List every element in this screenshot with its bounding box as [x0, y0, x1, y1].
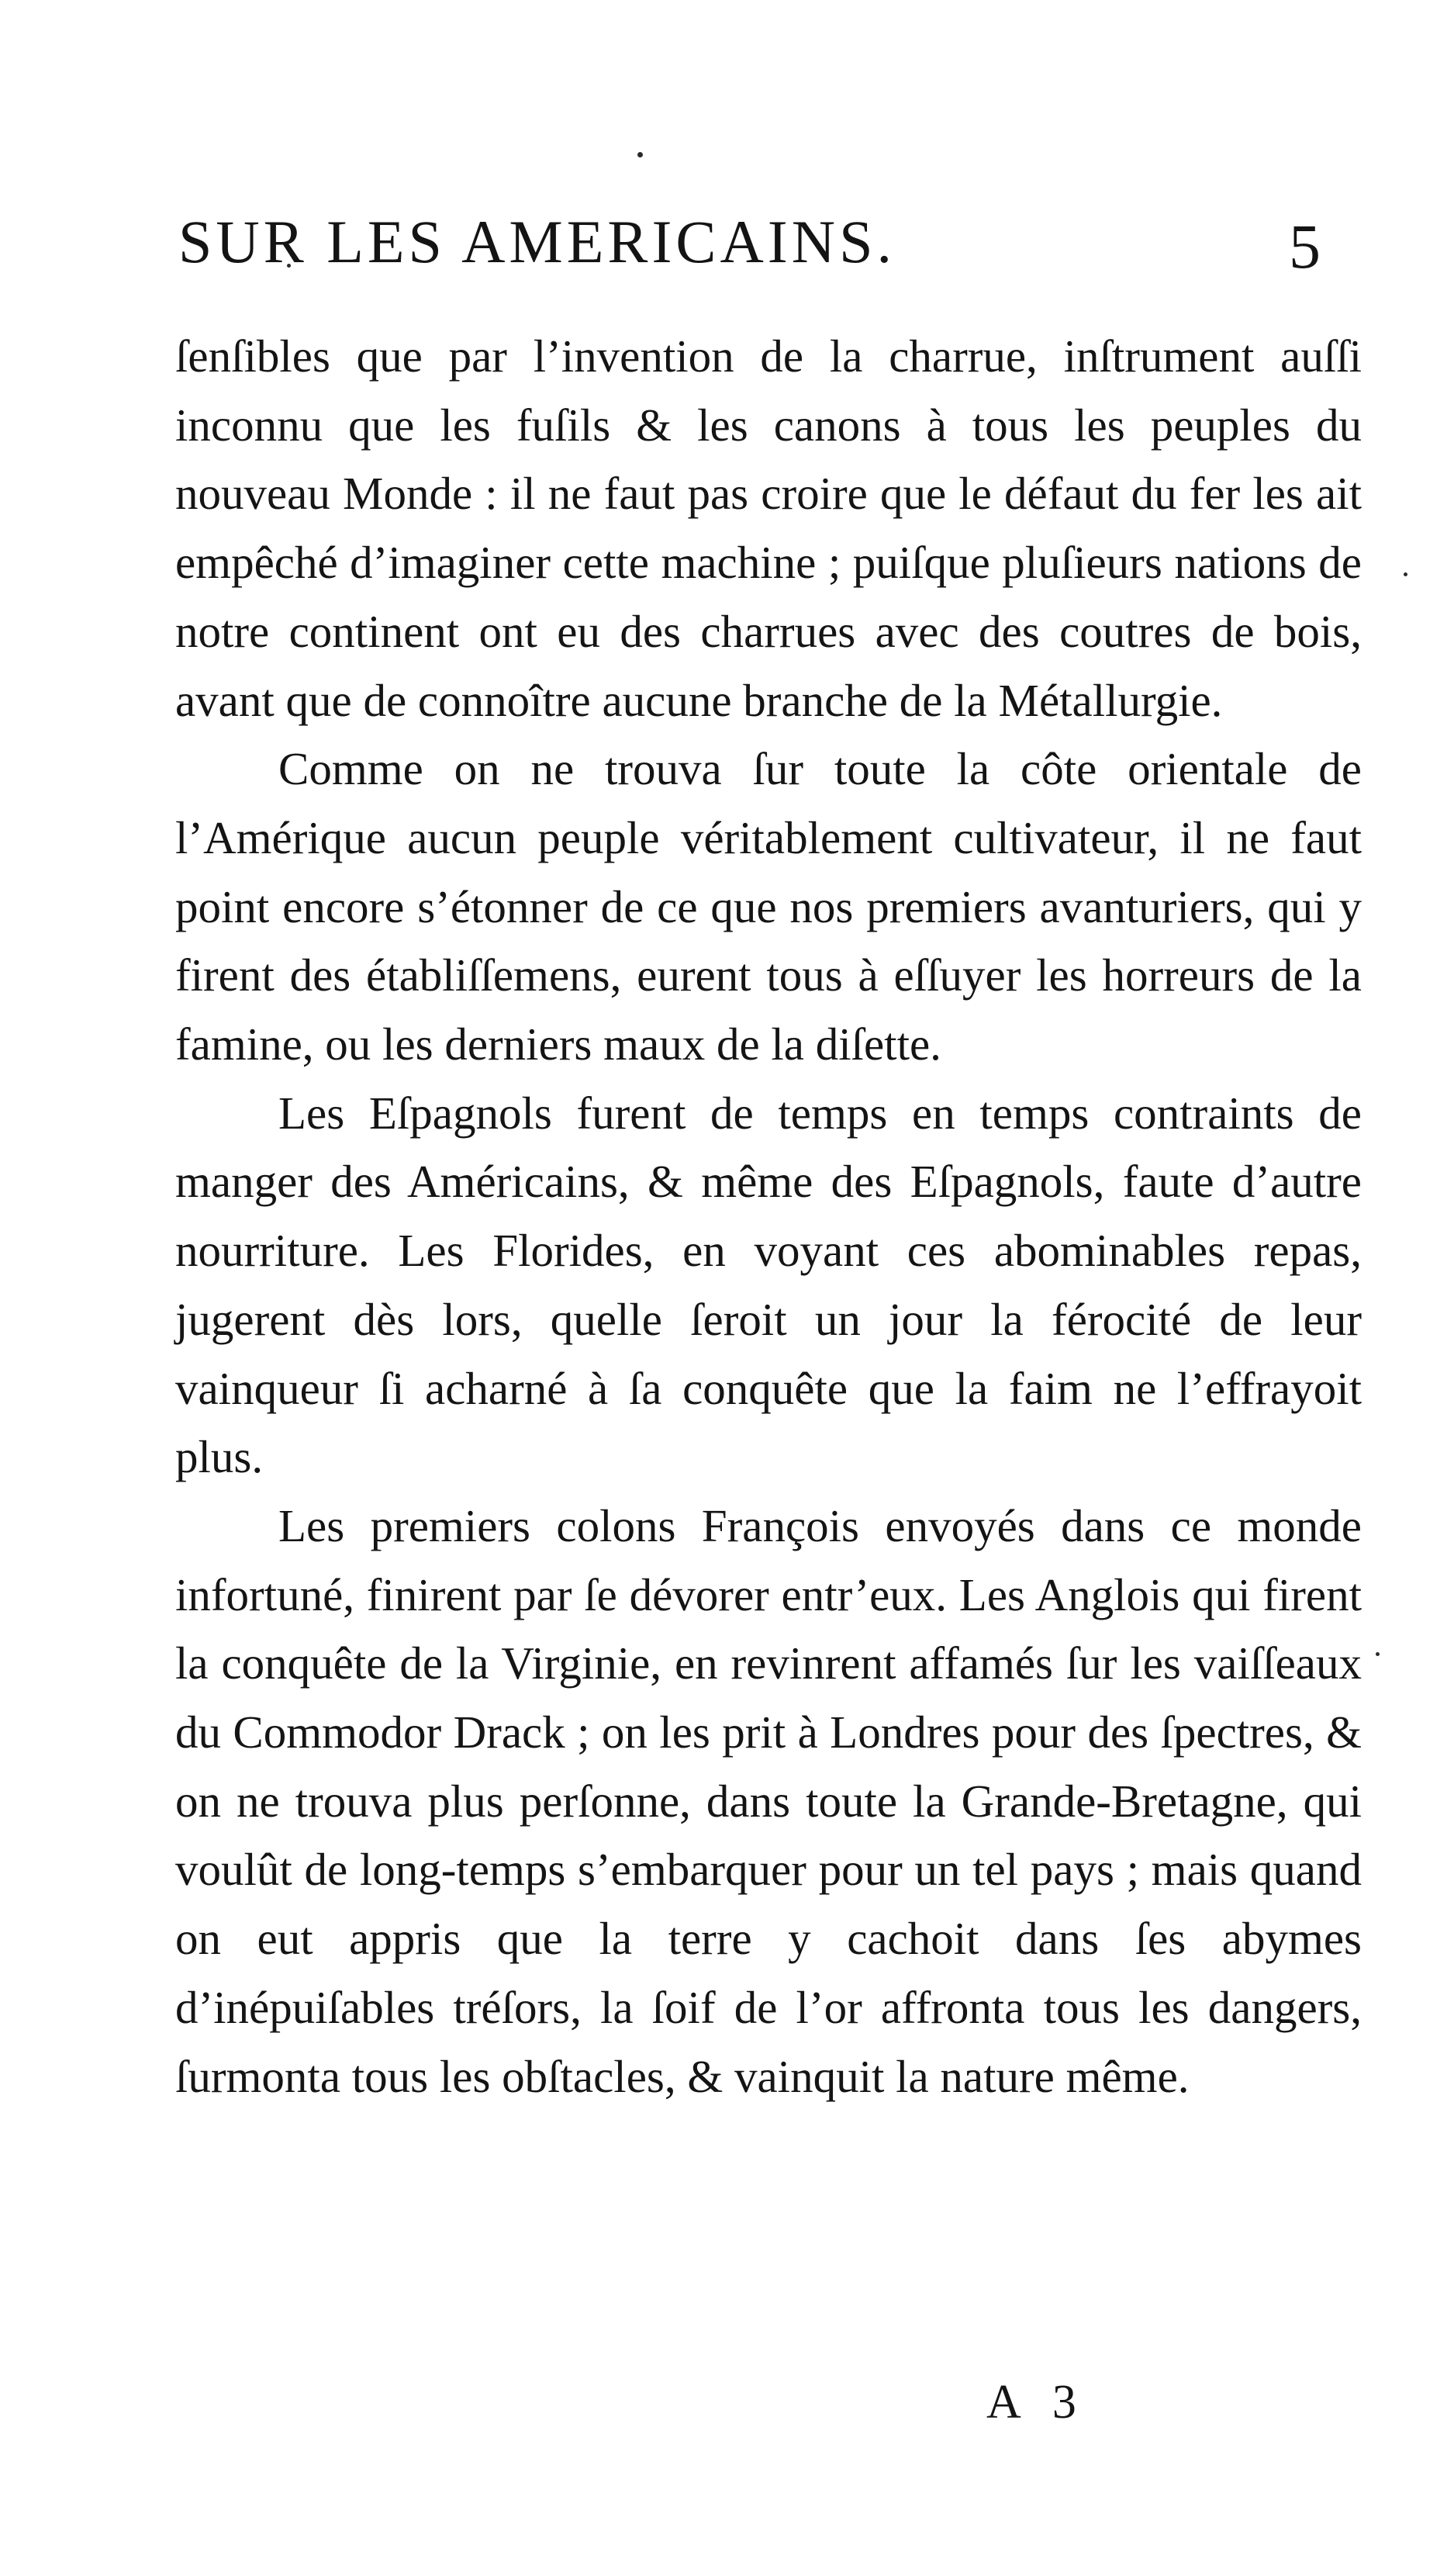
ink-speck [1376, 1652, 1380, 1656]
ink-speck [637, 152, 643, 157]
paragraph: Comme on ne trouva ſur toute la côte orientale de l’Amérique aucun peuple véritablement cultivateur, il ne faut point encore s’étonner de ce que nos premiers avanturiers, qui y firent des établiſſemens, eurent tous à eſſuyer les horreurs de la famine, ou les derniers maux de la diſette. [175, 743, 1362, 1070]
ink-speck [1404, 572, 1407, 576]
paragraph-continuation: ſenſibles que par l’invention de la charrue, inſtrument auſſi inconnu que les fuſils & les canons à tous les peuples du nouveau Monde : il ne faut pas croire que le défaut du fer les ait empêché d’imaginer cette machine ; puiſque pluſieurs nations de notre continent ont eu des charrues avec des coutres de bois, avant que de connoître aucune branche de la Métallurgie. [175, 330, 1362, 726]
signature-mark: A 3 [986, 2376, 1087, 2429]
paragraph: Les Eſpagnols furent de temps en temps contraints de manger des Américains, & même des Eſpagnols, faute d’autre nourriture. Les Florides, en voyant ces abominables repas, jugerent dès lors, quelle ſeroit un jour la férocité de leur vainqueur ſi acharné à ſa conquête que la faim ne l’effrayoit plus. [175, 1087, 1362, 1483]
page-number: 5 [1289, 211, 1321, 282]
body-text [175, 322, 1362, 2111]
paragraph: Les premiers colons François envoyés dans ce monde infortuné, finirent par ſe dévorer entr’eux. Les Anglois qui firent la conquête de la Virginie, en revinrent affamés ſur les vaiſſeaux du Commodor Drack ; on les prit à Londres pour des ſpectres, & on ne trouva plus perſonne, dans toute la Grande-Bretagne, qui voulût de long-temps s’embarquer pour un tel pays ; mais quand on eut appris que la terre y cachoit dans ſes abymes d’inépuiſables tréſors, la ſoif de l’or affronta tous les dangers, ſurmonta tous les obſtacles, & vainquit la nature même. [175, 1499, 1362, 2102]
running-head: SUR LES AMERICAINS. [178, 208, 896, 275]
